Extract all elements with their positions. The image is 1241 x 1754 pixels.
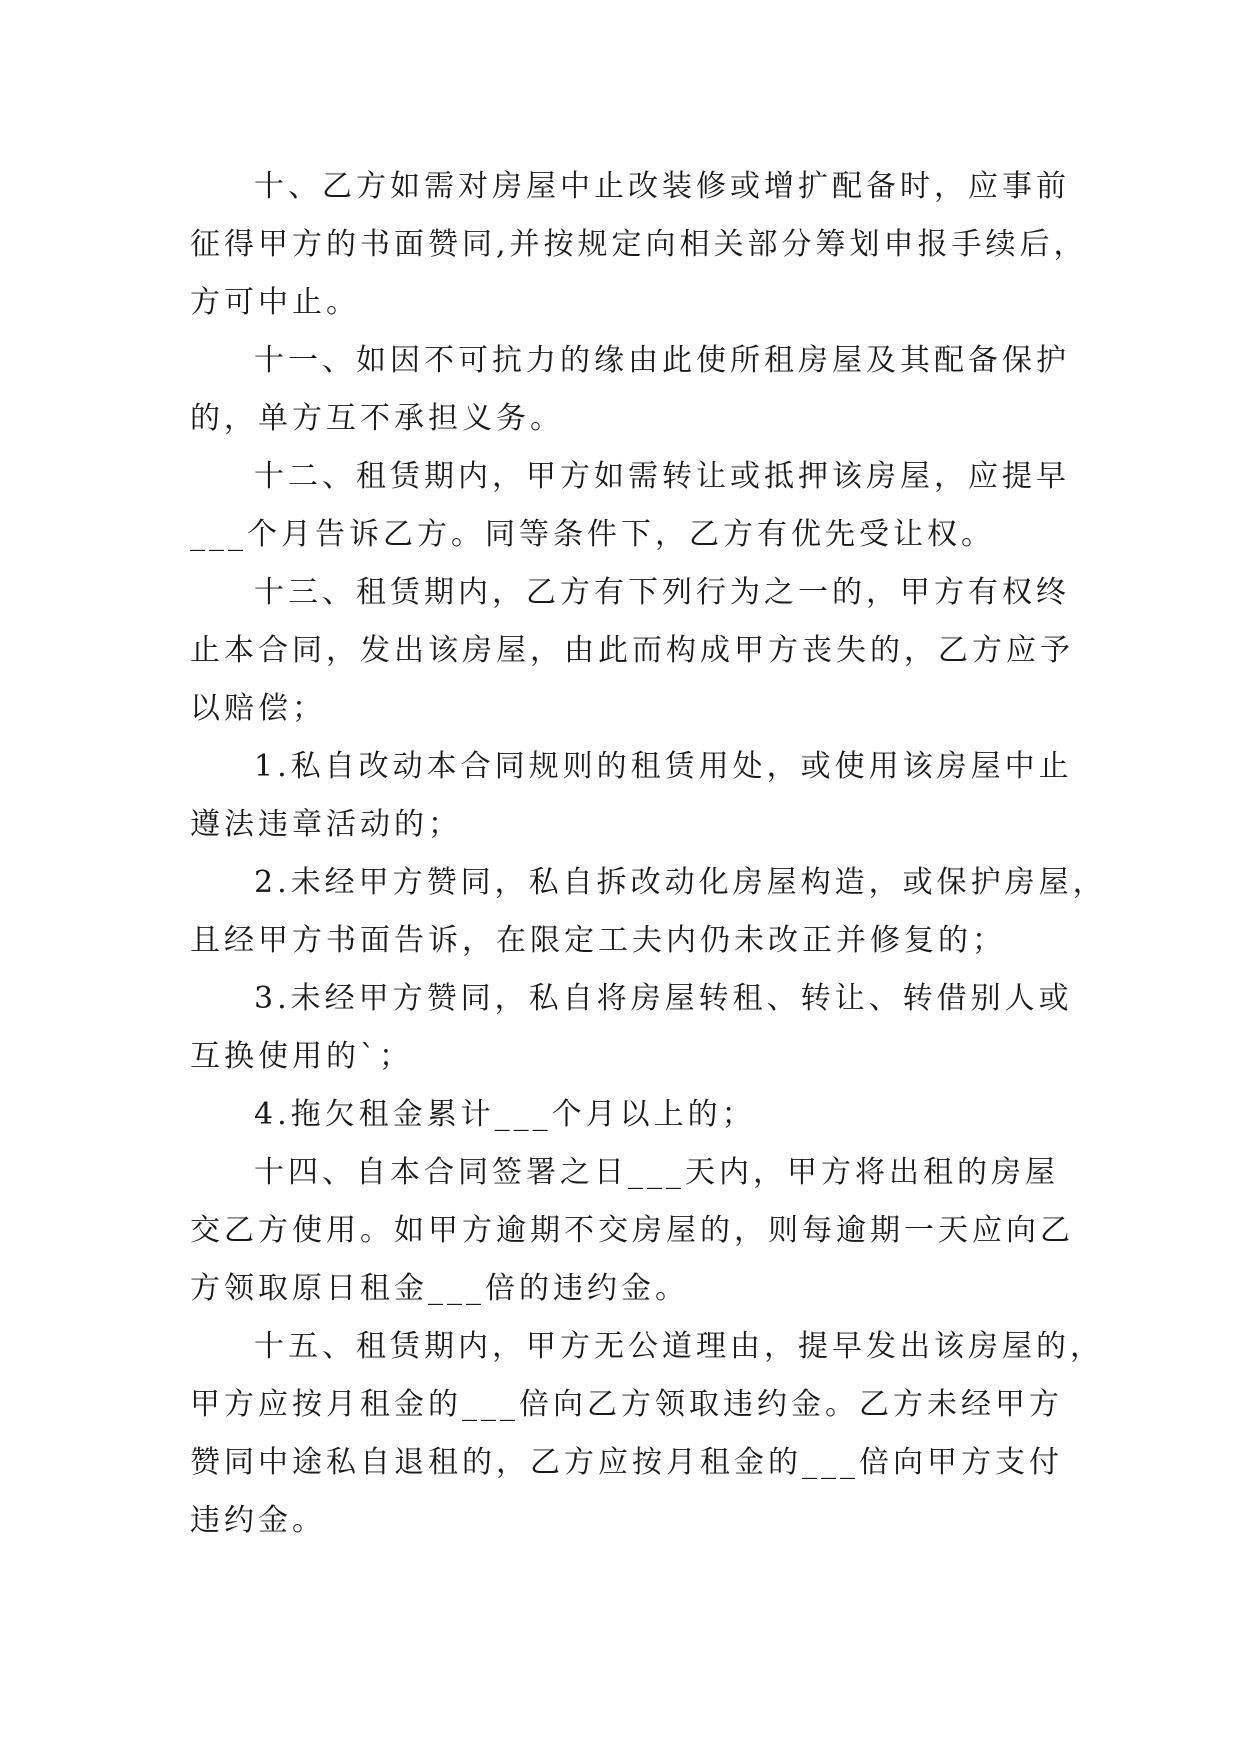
item-3-line-1: 3.未经甲方赞同，私自将房屋转租、转让、转借别人或 bbox=[254, 981, 1073, 1016]
clause-10 bbox=[190, 158, 1090, 332]
clause-12-line-2: ___个月告诉乙方。同等条件下，乙方有优先受让权。 bbox=[190, 517, 995, 552]
item-4-line-1: 4.拖欠租金累计___个月以上的； bbox=[254, 1097, 756, 1132]
item-1-line-2: 遵法违章活动的； bbox=[190, 807, 462, 842]
clause-15-line-3: 赞同中途私自退租的，乙方应按月租金的___倍向甲方支付 bbox=[190, 1445, 1063, 1480]
document-body bbox=[190, 158, 1107, 1550]
clause-13-item-3 bbox=[190, 970, 1090, 1086]
clause-15-line-4: 违约金。 bbox=[190, 1503, 326, 1538]
clause-14-line-1: 十四、自本合同签署之日___天内，甲方将出租的房屋 bbox=[254, 1155, 1059, 1190]
clause-11 bbox=[190, 332, 1090, 448]
clause-15 bbox=[190, 1318, 1104, 1550]
clause-14 bbox=[190, 1144, 1090, 1318]
clause-15-line-2: 甲方应按月租金的___倍向乙方领取违约金。乙方未经甲方 bbox=[190, 1387, 1063, 1422]
item-2-line-1: 2.未经甲方赞同，私自拆改动化房屋构造，或保护房屋， bbox=[254, 865, 1107, 900]
item-2-line-2: 且经甲方书面告诉，在限定工夫内仍未改正并修复的； bbox=[190, 923, 1006, 958]
clause-13-line-3: 以赔偿； bbox=[190, 691, 326, 726]
clause-11-line-1: 十一、如因不可抗力的缘由此使所租房屋及其配备保护 bbox=[254, 343, 1070, 378]
clause-10-line-1: 十、乙方如需对房屋中止改装修或增扩配备时，应事前 bbox=[254, 169, 1070, 204]
clause-11-line-2: 的，单方互不承担义务。 bbox=[190, 401, 564, 436]
clause-10-line-2: 征得甲方的书面赞同,并按规定向相关部分筹划申报手续后， bbox=[190, 227, 1088, 262]
clause-13-line-1: 十三、租赁期内，乙方有下列行为之一的，甲方有权终 bbox=[254, 575, 1070, 610]
item-1-line-1: 1.私自改动本合同规则的租赁用处，或使用该房屋中止 bbox=[254, 749, 1073, 784]
clause-12 bbox=[190, 448, 1090, 564]
clause-14-line-3: 方领取原日租金___倍的违约金。 bbox=[190, 1271, 689, 1306]
clause-12-line-1: 十二、租赁期内，甲方如需转让或抵押该房屋，应提早 bbox=[254, 459, 1070, 494]
clause-13-item-2 bbox=[190, 854, 1107, 970]
clause-10-line-3: 方可中止。 bbox=[190, 285, 360, 320]
clause-15-line-1: 十五、租赁期内，甲方无公道理由，提早发出该房屋的， bbox=[254, 1329, 1104, 1364]
clause-13-item-4 bbox=[190, 1086, 1090, 1144]
item-3-line-2: 互换使用的`； bbox=[190, 1039, 413, 1074]
clause-14-line-2: 交乙方使用。如甲方逾期不交房屋的，则每逾期一天应向乙 bbox=[190, 1213, 1074, 1248]
clause-13-line-2: 止本合同，发出该房屋，由此而构成甲方丧失的，乙方应予 bbox=[190, 633, 1074, 668]
clause-13 bbox=[190, 564, 1090, 738]
clause-13-item-1 bbox=[190, 738, 1090, 854]
